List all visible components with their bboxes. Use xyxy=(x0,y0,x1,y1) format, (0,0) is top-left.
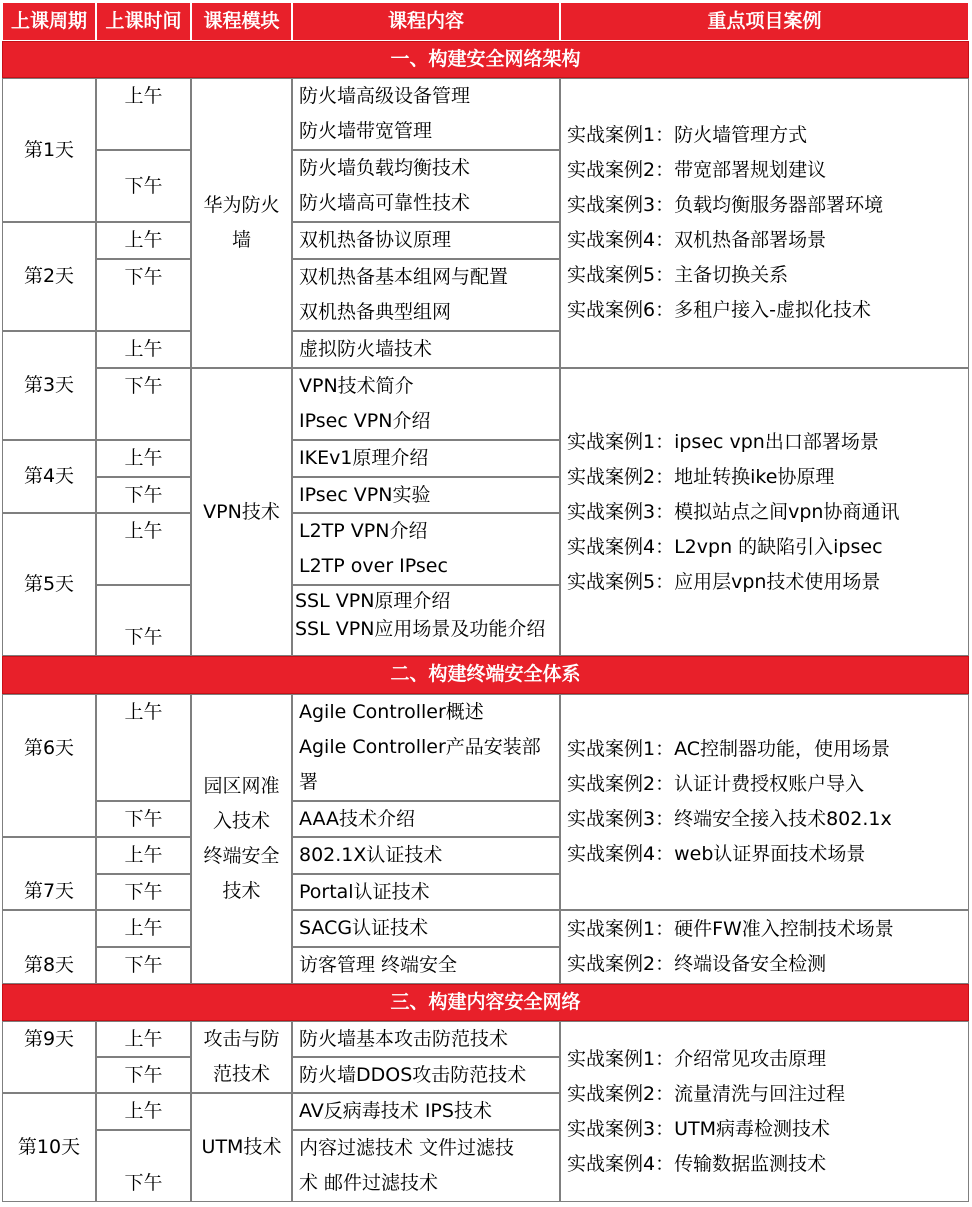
day-label: 第6天 xyxy=(2,694,96,837)
module-campus-access xyxy=(191,694,292,984)
content-d8pm xyxy=(292,947,560,984)
section-title: 二、构建终端安全体系 xyxy=(2,656,969,694)
case-line: 实战案例1：ipsec vpn出口部署场景 xyxy=(567,430,879,453)
content-line: L2TP over IPsec xyxy=(299,555,448,577)
content-d5pm xyxy=(292,585,560,656)
case-line: 实战案例3：终端安全接入技术802.1x xyxy=(567,808,892,830)
module-utm xyxy=(191,1093,292,1202)
module-line: 园区网准 xyxy=(203,775,280,797)
time-pm: 下午 xyxy=(96,1130,191,1202)
time-am: 上午 xyxy=(96,78,191,150)
time-am: 上午 xyxy=(96,1093,191,1130)
cases-sacg xyxy=(560,910,969,984)
header-module: 课程模块 xyxy=(191,2,292,41)
content-line: 防火墙DDOS攻击防范技术 xyxy=(299,1064,527,1086)
case-line: 实战案例1：防火墙管理方式 xyxy=(567,124,808,146)
cases-content-security xyxy=(560,1021,969,1202)
time-am: 上午 xyxy=(96,513,191,585)
content-line: 802.1X认证技术 xyxy=(299,844,443,866)
time-am: 上午 xyxy=(96,910,191,947)
content-line: IPsec VPN实验 xyxy=(299,484,431,506)
header-period: 上课周期 xyxy=(2,2,96,41)
content-line: 内容过滤技术 文件过滤技 xyxy=(299,1137,515,1159)
content-line: Portal认证技术 xyxy=(299,881,430,903)
content-line: 防火墙高可靠性技术 xyxy=(299,192,471,214)
time-pm: 下午 xyxy=(96,585,191,656)
content-line: 虚拟防火墙技术 xyxy=(299,338,433,360)
content-line: IKEv1原理介绍 xyxy=(299,447,429,469)
time-am: 上午 xyxy=(96,440,191,477)
content-d7pm xyxy=(292,874,560,910)
case-line: 实战案例5：应用层vpn技术使用场景 xyxy=(567,570,881,593)
day-label: 第2天 xyxy=(2,222,96,331)
time-pm: 下午 xyxy=(96,477,191,513)
time-pm: 下午 xyxy=(96,947,191,984)
case-line: 实战案例2：终端设备安全检测 xyxy=(567,953,827,975)
content-d2am xyxy=(292,222,560,259)
content-d4am xyxy=(292,440,560,477)
content-line: IPsec VPN介绍 xyxy=(299,410,431,432)
case-line: 实战案例4：双机热备部署场景 xyxy=(567,229,827,251)
content-d10am xyxy=(292,1093,560,1130)
case-line: 实战案例2：地址转换ike协原理 xyxy=(567,465,835,488)
time-pm: 下午 xyxy=(96,1057,191,1093)
content-line: AAA技术介绍 xyxy=(299,808,416,830)
day-label: 第9天 xyxy=(2,1021,96,1093)
module-line: 墙 xyxy=(231,229,251,251)
time-am: 上午 xyxy=(96,222,191,259)
content-d6pm xyxy=(292,801,560,837)
content-line: 术 邮件过滤技术 xyxy=(299,1172,439,1194)
module-line: 技术 xyxy=(222,880,261,902)
header-content: 课程内容 xyxy=(292,2,560,41)
content-line: 署 xyxy=(299,771,319,793)
day-label: 第1天 xyxy=(2,78,96,222)
content-line: 访客管理 终端安全 xyxy=(299,954,458,976)
time-pm: 下午 xyxy=(96,150,191,222)
cases-vpn xyxy=(560,368,969,656)
module-line: VPN技术 xyxy=(203,500,280,523)
case-line: 实战案例2：带宽部署规划建议 xyxy=(567,159,827,181)
content-line: 防火墙高级设备管理 xyxy=(299,85,471,107)
day-label: 第3天 xyxy=(2,331,96,440)
content-d5am xyxy=(292,513,560,585)
day-label: 第5天 xyxy=(2,513,96,656)
module-line: 攻击与防 xyxy=(203,1028,280,1050)
case-line: 实战案例3：模拟站点之间vpn协商通讯 xyxy=(567,500,900,523)
content-d1am xyxy=(292,78,560,150)
header-cases: 重点项目案例 xyxy=(560,2,969,41)
content-line: 双机热备基本组网与配置 xyxy=(299,266,509,288)
content-line: 防火墙负载均衡技术 xyxy=(299,157,471,179)
section-title: 一、构建安全网络架构 xyxy=(2,41,969,78)
case-line: 实战案例5：主备切换关系 xyxy=(567,264,789,286)
content-line: 双机热备典型组网 xyxy=(299,301,452,323)
module-attack-defense xyxy=(191,1021,292,1093)
content-d1pm xyxy=(292,150,560,222)
content-d6am xyxy=(292,694,560,801)
content-line: SACG认证技术 xyxy=(299,917,429,939)
content-line: 防火墙带宽管理 xyxy=(299,120,433,142)
content-line: L2TP VPN介绍 xyxy=(299,520,428,542)
module-huawei-firewall xyxy=(191,78,292,368)
cases-campus xyxy=(560,694,969,910)
content-line: 防火墙基本攻击防范技术 xyxy=(299,1028,509,1050)
case-line: 实战案例4：L2vpn 的缺陷引入ipsec xyxy=(567,535,883,558)
time-pm: 下午 xyxy=(96,874,191,910)
module-vpn xyxy=(191,368,292,656)
time-pm: 下午 xyxy=(96,259,191,331)
day-label: 第7天 xyxy=(2,837,96,910)
case-line: 实战案例3：负载均衡服务器部署环境 xyxy=(567,194,884,216)
time-am: 上午 xyxy=(96,1021,191,1057)
time-am: 上午 xyxy=(96,694,191,801)
cases-firewall xyxy=(560,78,969,368)
case-line: 实战案例2：流量清洗与回注过程 xyxy=(567,1082,846,1105)
day-label: 第4天 xyxy=(2,440,96,513)
time-am: 上午 xyxy=(96,837,191,874)
case-line: 实战案例1：硬件FW准入控制技术场景 xyxy=(567,918,894,940)
content-line: AV反病毒技术 IPS技术 xyxy=(299,1100,492,1122)
content-d2pm xyxy=(292,259,560,331)
module-line: 范技术 xyxy=(212,1063,270,1085)
content-line: SSL VPN应用场景及功能介绍 xyxy=(295,618,546,640)
content-d3am xyxy=(292,331,560,368)
content-line: VPN技术简介 xyxy=(299,375,414,397)
content-line: SSL VPN原理介绍 xyxy=(295,590,451,612)
time-am: 上午 xyxy=(96,331,191,368)
header-time: 上课时间 xyxy=(96,2,191,41)
content-line: Agile Controller概述 xyxy=(299,701,484,723)
case-line: 实战案例2：认证计费授权账户导入 xyxy=(567,773,865,795)
case-line: 实战案例3：UTM病毒检测技术 xyxy=(567,1117,830,1140)
module-line: UTM技术 xyxy=(201,1136,282,1158)
content-d4pm xyxy=(292,477,560,513)
content-d10pm xyxy=(292,1130,560,1202)
time-pm: 下午 xyxy=(96,368,191,440)
case-line: 实战案例4：传输数据监测技术 xyxy=(567,1152,827,1175)
content-d8am xyxy=(292,910,560,947)
section-title: 三、构建内容安全网络 xyxy=(2,984,969,1021)
content-d9pm xyxy=(292,1057,560,1093)
case-line: 实战案例1：AC控制器功能，使用场景 xyxy=(567,738,891,760)
case-line: 实战案例6：多租户接入-虚拟化技术 xyxy=(567,299,871,321)
day-label: 第10天 xyxy=(2,1093,96,1202)
module-line: 终端安全 xyxy=(203,845,280,867)
content-d7am xyxy=(292,837,560,874)
time-pm: 下午 xyxy=(96,801,191,837)
case-line: 实战案例4：web认证界面技术场景 xyxy=(567,843,866,865)
day-label: 第8天 xyxy=(2,910,96,984)
content-d9am xyxy=(292,1021,560,1057)
module-line: 入技术 xyxy=(212,810,270,832)
module-line: 华为防火 xyxy=(203,194,280,216)
content-line: 双机热备协议原理 xyxy=(299,229,452,251)
case-line: 实战案例1：介绍常见攻击原理 xyxy=(567,1047,827,1070)
content-line: Agile Controller产品安装部 xyxy=(299,736,541,758)
content-d3pm xyxy=(292,368,560,440)
